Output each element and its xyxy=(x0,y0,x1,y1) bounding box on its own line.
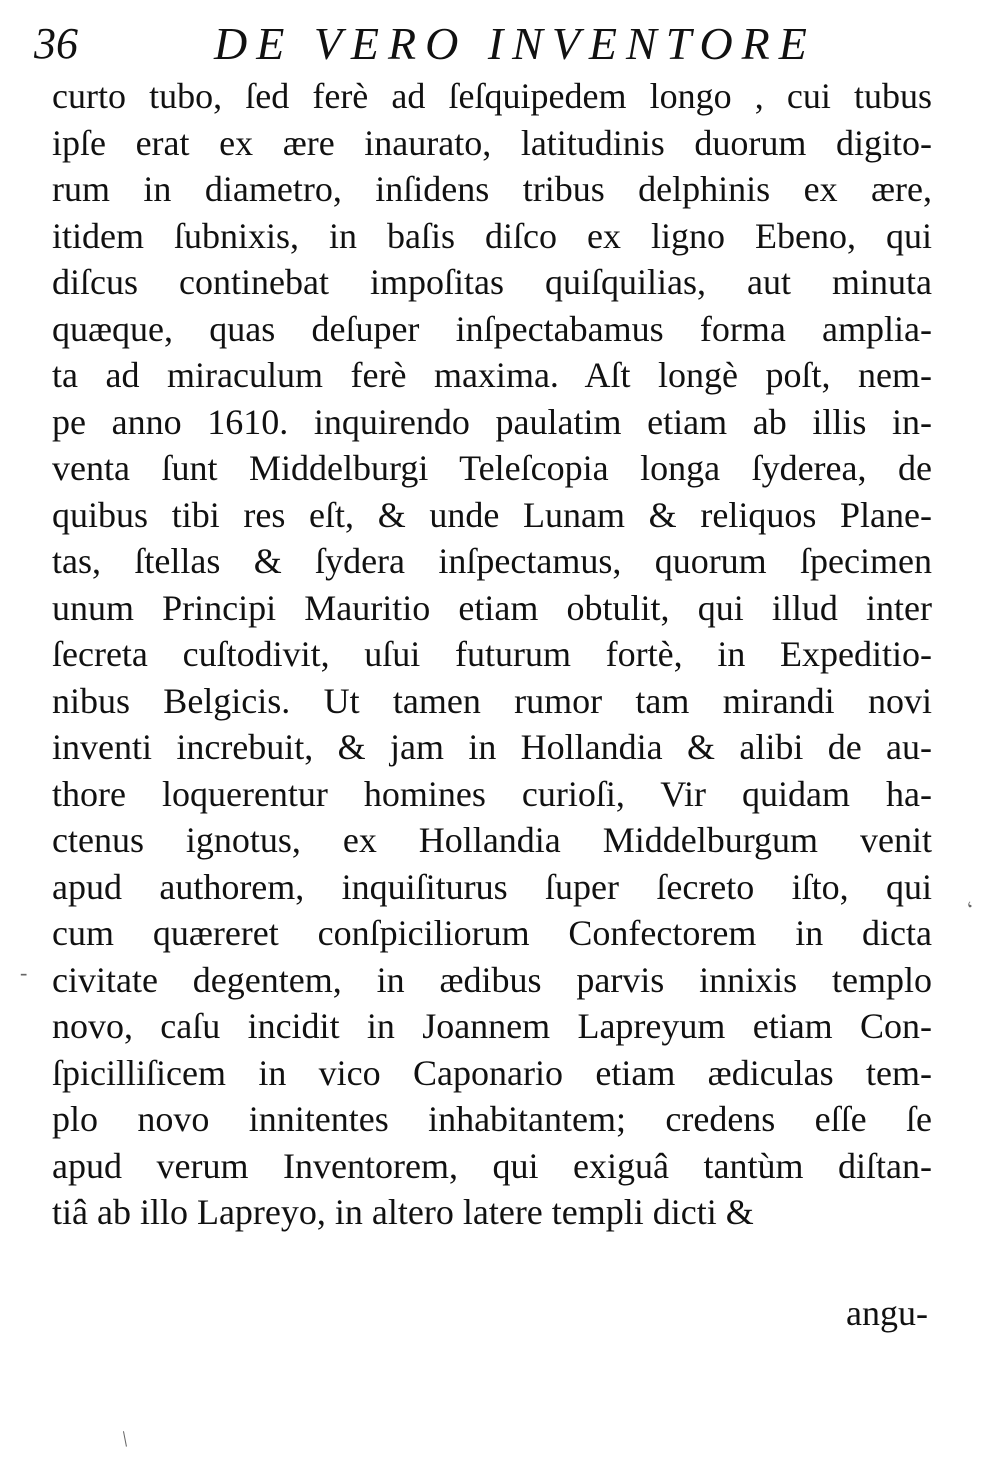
text-line: venta ſunt Middelburgi Teleſcopia longa ſyderea, de xyxy=(52,448,932,488)
running-head: DE VERO INVENTORE xyxy=(214,18,816,69)
text-line: tiâ ab illo Lapreyo, in altero latere templi dicti & xyxy=(52,1192,754,1232)
text-line: diſcus continebat impoſitas quiſquilias, aut minuta xyxy=(52,262,932,302)
catchword: angu- xyxy=(846,1293,928,1333)
text-line: nibus Belgicis. Ut tamen rumor tam mirandi novi xyxy=(52,680,932,721)
margin-mark-left: - xyxy=(20,960,28,985)
page-number: 36 xyxy=(34,19,78,68)
text-line: itidem ſubnixis, in baſis diſco ex ligno Ebeno, qui xyxy=(52,215,932,256)
body-text xyxy=(52,73,932,1236)
text-line: curto tubo, ſed ferè ad ſeſquipedem longo , cui tubus xyxy=(52,76,932,116)
text-line: rum in diametro, inſidens tribus delphinis ex ære, xyxy=(52,169,932,209)
text-line: quæque, quas deſuper inſpectabamus forma amplia- xyxy=(52,308,932,349)
text-line: thore loquerentur homines curioſi, Vir quidam ha- xyxy=(52,773,932,814)
text-line: civitate degentem, in ædibus parvis innixis templo xyxy=(52,959,932,1000)
text-line: pe anno 1610. inquirendo paulatim etiam ab illis in- xyxy=(52,401,932,442)
text-line: ſpicilliſicem in vico Caponario etiam ædiculas tem- xyxy=(52,1052,932,1093)
text-line: cum quæreret conſpiciliorum Confectorem in dicta xyxy=(52,913,932,953)
text-line: unum Principi Mauritio etiam obtulit, qui illud inter xyxy=(52,587,932,628)
text-line: inventi increbuit, & jam in Hollandia & alibi de au- xyxy=(52,727,932,767)
page-header xyxy=(34,14,934,74)
text-line: ctenus ignotus, ex Hollandia Middelburgum venit xyxy=(52,820,932,860)
text-line: plo novo innitentes inhabitantem; credens eſſe ſe xyxy=(52,1099,932,1139)
text-line: apud authorem, inquiſiturus ſuper ſecreto iſto, qui xyxy=(52,866,932,907)
text-line: ſecreta cuſtodivit, uſui futurum fortè, in Expeditio- xyxy=(52,634,932,674)
text-line: apud verum Inventorem, qui exiguâ tantùm diſtan- xyxy=(52,1145,932,1186)
margin-mark-right: ‘ xyxy=(962,895,981,922)
text-line: ta ad miraculum ferè maxima. Aſt longè poſt, nem- xyxy=(52,355,932,395)
text-line: ipſe erat ex ære inaurato, latitudinis duorum digito- xyxy=(52,122,932,163)
text-line: tas, ſtellas & ſydera inſpectamus, quorum ſpecimen xyxy=(52,541,932,581)
stray-mark-bottom: / xyxy=(115,1426,134,1451)
text-line: quibus tibi res eſt, & unde Lunam & reliquos Plane- xyxy=(52,494,932,535)
text-line: novo, caſu incidit in Joannem Lapreyum etiam Con- xyxy=(52,1006,932,1046)
